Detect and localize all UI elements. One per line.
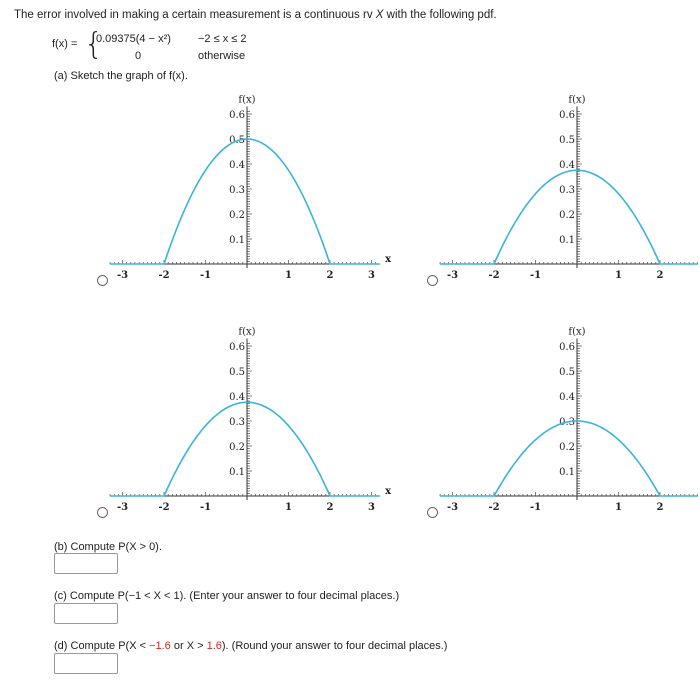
y-tick-label: 0.3	[229, 417, 245, 428]
part-b-answer-input[interactable]	[54, 553, 118, 574]
y-tick-label: 0.5	[229, 135, 245, 146]
y-tick-label: 0.4	[229, 160, 245, 171]
graph-option-1	[95, 84, 405, 284]
option-1-radio[interactable]	[97, 275, 108, 286]
x-tick-label: -3	[116, 502, 129, 513]
y-tick-label: 0.1	[229, 235, 245, 246]
y-tick-label: 0.3	[229, 185, 245, 196]
option-4-radio[interactable]	[427, 507, 438, 518]
x-tick-label: -3	[446, 502, 459, 513]
y-axis-label: f(x)	[238, 94, 256, 106]
x-tick-label: 2	[656, 270, 664, 281]
x-axis-label: x	[385, 254, 392, 265]
part-d-answer-input[interactable]	[54, 653, 118, 674]
graph-option-3	[95, 316, 405, 521]
part-d-prefix: (d) Compute P(X <	[54, 640, 150, 652]
x-tick-label: 3	[368, 270, 375, 281]
pdf-condition1: −2 ≤ x ≤ 2	[198, 33, 247, 45]
y-tick-label: 0.4	[559, 160, 575, 171]
option-2-radio[interactable]	[427, 275, 438, 286]
y-tick-label: 0.2	[559, 442, 575, 453]
x-tick-label: -2	[488, 502, 500, 513]
y-tick-label: 0.3	[559, 185, 575, 196]
part-d-value-1: −1.6	[149, 640, 171, 652]
intro-suffix: with the following pdf.	[383, 9, 497, 21]
x-tick-label: 1	[285, 270, 292, 281]
y-tick-label: 0.1	[559, 235, 575, 246]
x-tick-label: 1	[285, 502, 292, 513]
y-tick-label: 0.4	[559, 392, 575, 403]
y-tick-label: 0.4	[229, 392, 245, 403]
problem-statement	[14, 9, 497, 21]
option-3-radio[interactable]	[97, 507, 108, 518]
y-axis-label: f(x)	[238, 326, 256, 338]
x-tick-label: 2	[656, 502, 664, 513]
pdf-lhs: f(x) =	[52, 38, 78, 50]
x-tick-label: -3	[446, 270, 459, 281]
x-tick-label: -2	[158, 502, 170, 513]
y-tick-label: 0.5	[559, 367, 575, 378]
x-tick-label: 2	[326, 502, 334, 513]
y-axis-label: f(x)	[568, 326, 586, 338]
x-tick-label: -1	[199, 502, 212, 513]
y-tick-label: 0.5	[559, 135, 575, 146]
graph-option-4	[425, 316, 700, 521]
y-tick-label: 0.6	[229, 342, 245, 353]
y-tick-label: 0.3	[559, 417, 575, 428]
part-a-label: (a) Sketch the graph of f(x).	[54, 70, 188, 82]
x-tick-label: -3	[116, 270, 129, 281]
y-tick-label: 0.6	[559, 110, 575, 121]
y-tick-label: 0.6	[559, 342, 575, 353]
x-axis-label: x	[385, 486, 392, 497]
part-d-label	[54, 640, 447, 652]
intro-text: The error involved in making a certain measurement is a continuous rv	[14, 9, 376, 21]
pdf-curve	[440, 421, 698, 496]
x-tick-label: 1	[615, 502, 622, 513]
intro-variable: X	[375, 9, 384, 21]
pdf-case2: 0	[135, 50, 142, 62]
part-d-value-2: 1.6	[206, 640, 222, 652]
y-tick-label: 0.5	[229, 367, 245, 378]
x-tick-label: 2	[326, 270, 334, 281]
x-tick-label: -2	[488, 270, 500, 281]
x-tick-label: -1	[529, 502, 542, 513]
part-c-label: (c) Compute P(−1 < X < 1). (Enter your answer to four decimal places.)	[54, 590, 400, 602]
pdf-brace: {	[84, 27, 104, 62]
x-tick-label: -1	[199, 270, 212, 281]
y-tick-label: 0.1	[229, 467, 245, 478]
y-tick-label: 0.2	[229, 210, 245, 221]
pdf-case1: 0.09375(4 − x²)	[96, 33, 171, 45]
x-tick-label: -2	[158, 270, 170, 281]
part-b-label: (b) Compute P(X > 0).	[54, 541, 162, 553]
part-d-mid: or X >	[170, 640, 207, 652]
y-tick-label: 0.1	[559, 467, 575, 478]
y-tick-label: 0.6	[229, 110, 245, 121]
pdf-condition2: otherwise	[198, 50, 246, 62]
part-d-suffix: ). (Round your answer to four decimal places.)	[221, 640, 448, 652]
x-tick-label: 1	[615, 270, 622, 281]
x-tick-label: 3	[368, 502, 375, 513]
graph-option-2	[425, 84, 700, 284]
part-c-answer-input[interactable]	[54, 603, 118, 624]
x-tick-label: -1	[529, 270, 542, 281]
y-tick-label: 0.2	[559, 210, 575, 221]
y-tick-label: 0.2	[229, 442, 245, 453]
y-axis-label: f(x)	[568, 94, 586, 106]
